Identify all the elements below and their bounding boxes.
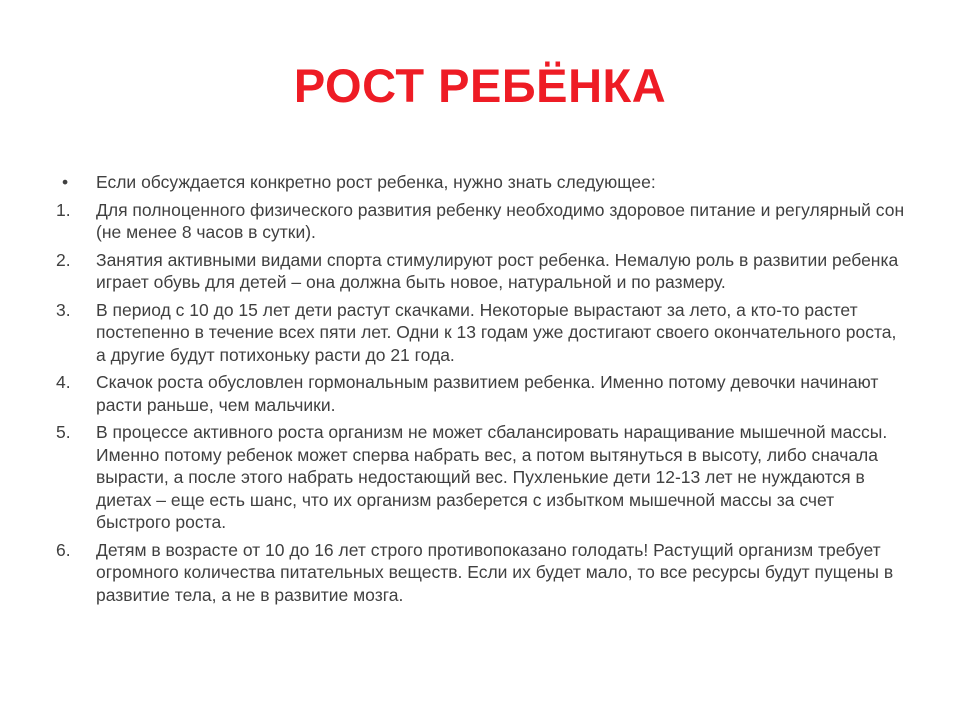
number-marker: 5. xyxy=(56,422,71,442)
slide-title: РОСТ РЕБЁНКА xyxy=(293,59,667,112)
list-item-3 xyxy=(56,299,908,367)
list-item-text: Для полноценного физического развития ребенку необходимо здоровое питание и регулярный сон (не менее 8 часов в сутки). xyxy=(96,199,905,242)
list-item-text: Детям в возрасте от 10 до 16 лет строго противопоказано голодать! Растущий организм требует огромного количества питательных веществ. Если их будет мало, то все ресурсы будут пущены в развитие тела, а не в развитие мозга. xyxy=(96,539,894,605)
list-item-2 xyxy=(56,249,908,294)
bullet-marker: • xyxy=(62,172,69,192)
list-item-text: Скачок роста обусловлен гормональным развитием ребенка. Именно потому девочки начинают расти раньше, чем мальчики. xyxy=(96,372,879,415)
list-item-4 xyxy=(56,371,908,416)
number-marker: 2. xyxy=(56,249,71,270)
list-item-text: Занятия активными видами спорта стимулируют рост ребенка. Немалую роль в развитии ребенка играет обувь для детей – она должна быть новое, натуральной и по размеру. xyxy=(96,249,899,292)
list-item-5 xyxy=(56,421,908,534)
list-item-text: Если обсуждается конкретно рост ребенка, нужно знать следующее: xyxy=(96,172,656,192)
content-list xyxy=(56,171,908,611)
list-item-text: В процессе активного роста организм не может сбалансировать наращивание мышечной массы. Именно потому ребенок может сперва набрать вес, а потом вытянуться в высоту, либо сначала вырасти, а после этого набрать недостающий вес. Пухленькие дети 12-13 лет не нуждаются в диетах – еще есть шанс, что их организм разберется с избытком мышечной массы за счет быстрого роста. xyxy=(96,422,888,532)
list-item-1 xyxy=(56,199,908,244)
number-marker: 1. xyxy=(56,199,71,220)
number-marker: 3. xyxy=(56,299,71,320)
number-marker: 4. xyxy=(56,372,71,392)
list-item-text: В период с 10 до 15 лет дети растут скачками. Некоторые вырастают за лето, а кто-то растет постепенно в течение всех пяти лет. Одни к 13 годам уже достигают своего окончательного роста, а другие будут потихоньку расти до 21 года. xyxy=(96,299,897,365)
list-item-intro xyxy=(56,171,908,194)
number-marker: 6. xyxy=(56,539,71,560)
list-item-6 xyxy=(56,539,908,607)
